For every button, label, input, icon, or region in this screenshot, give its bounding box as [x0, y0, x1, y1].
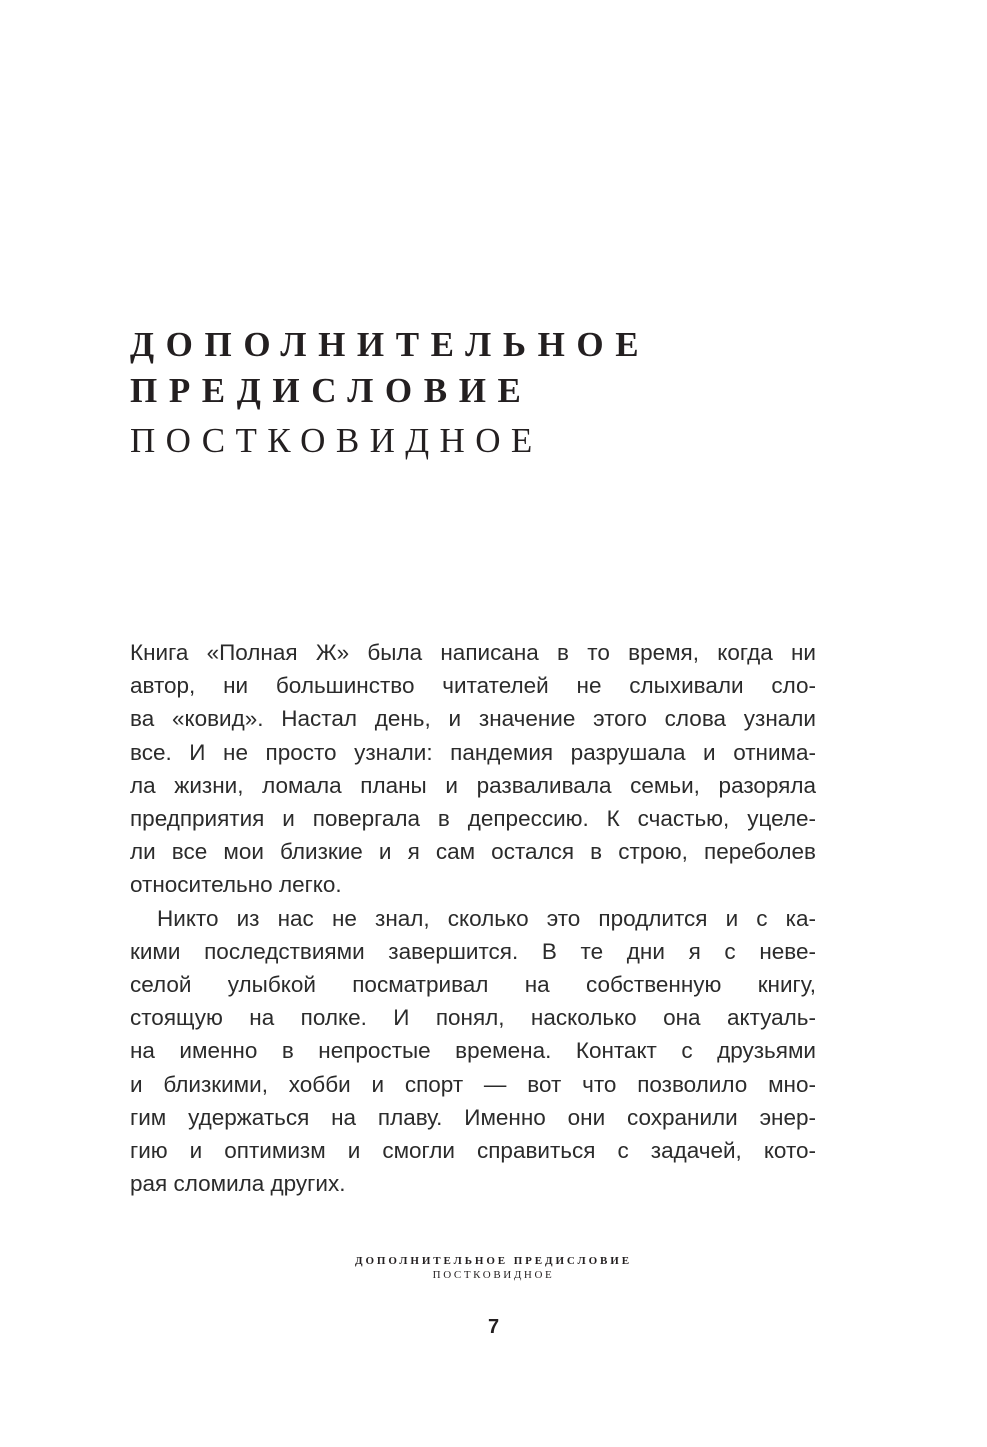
text-line: ва «ковид». Настал день, и значение этого слова узнали [130, 706, 816, 732]
text-line: гию и оптимизм и смогли справиться с задачей, кото- [130, 1138, 816, 1164]
chapter-title-line-2: ПРЕДИСЛОВИЕ [130, 371, 533, 410]
text-line: на именно в непростые времена. Контакт с друзьями [130, 1038, 816, 1064]
text-line: Никто из нас не знал, сколько это продлится и с ка- [157, 905, 816, 931]
text-line: предприятия и повергала в депрессию. К счастью, уцеле- [130, 806, 816, 832]
running-footer-title: ДОПОЛНИТЕЛЬНОЕ ПРЕДИСЛОВИЕ [355, 1255, 632, 1267]
text-line: автор, ни большинство читателей не слыхивали сло- [130, 673, 816, 699]
text-line: селой улыбкой посматривал на собственную книгу, [130, 972, 816, 998]
chapter-subtitle: ПОСТКОВИДНОЕ [130, 421, 543, 460]
page-number: 7 [487, 1316, 500, 1338]
text-line: и близкими, хобби и спорт — вот что позволило мно- [130, 1071, 816, 1097]
text-line: все. И не просто узнали: пандемия разрушала и отнима- [130, 739, 816, 765]
body-text [130, 636, 816, 1200]
text-line: ла жизни, ломала планы и разваливала семьи, разоряла [130, 772, 816, 798]
text-line: ли все мои близкие и я сам остался в строю, переболев [130, 839, 816, 865]
chapter-title [130, 322, 650, 468]
running-footer [0, 1254, 987, 1282]
text-line: Книга «Полная Ж» была написана в то время, когда ни [130, 640, 816, 665]
text-line: гим удержаться на плаву. Именно они сохранили энер- [130, 1104, 816, 1130]
text-line: относительно легко. [130, 872, 342, 898]
text-line: кими последствиями завершится. В те дни я с неве- [130, 938, 816, 964]
paragraph [130, 636, 816, 902]
paragraph [130, 902, 816, 1201]
text-line: стоящую на полке. И понял, насколько она актуаль- [130, 1005, 816, 1031]
chapter-title-line-1: ДОПОЛНИТЕЛЬНОЕ [130, 325, 651, 364]
running-footer-subtitle: ПОСТКОВИДНОЕ [432, 1269, 555, 1281]
text-line: рая сломила других. [130, 1171, 346, 1197]
